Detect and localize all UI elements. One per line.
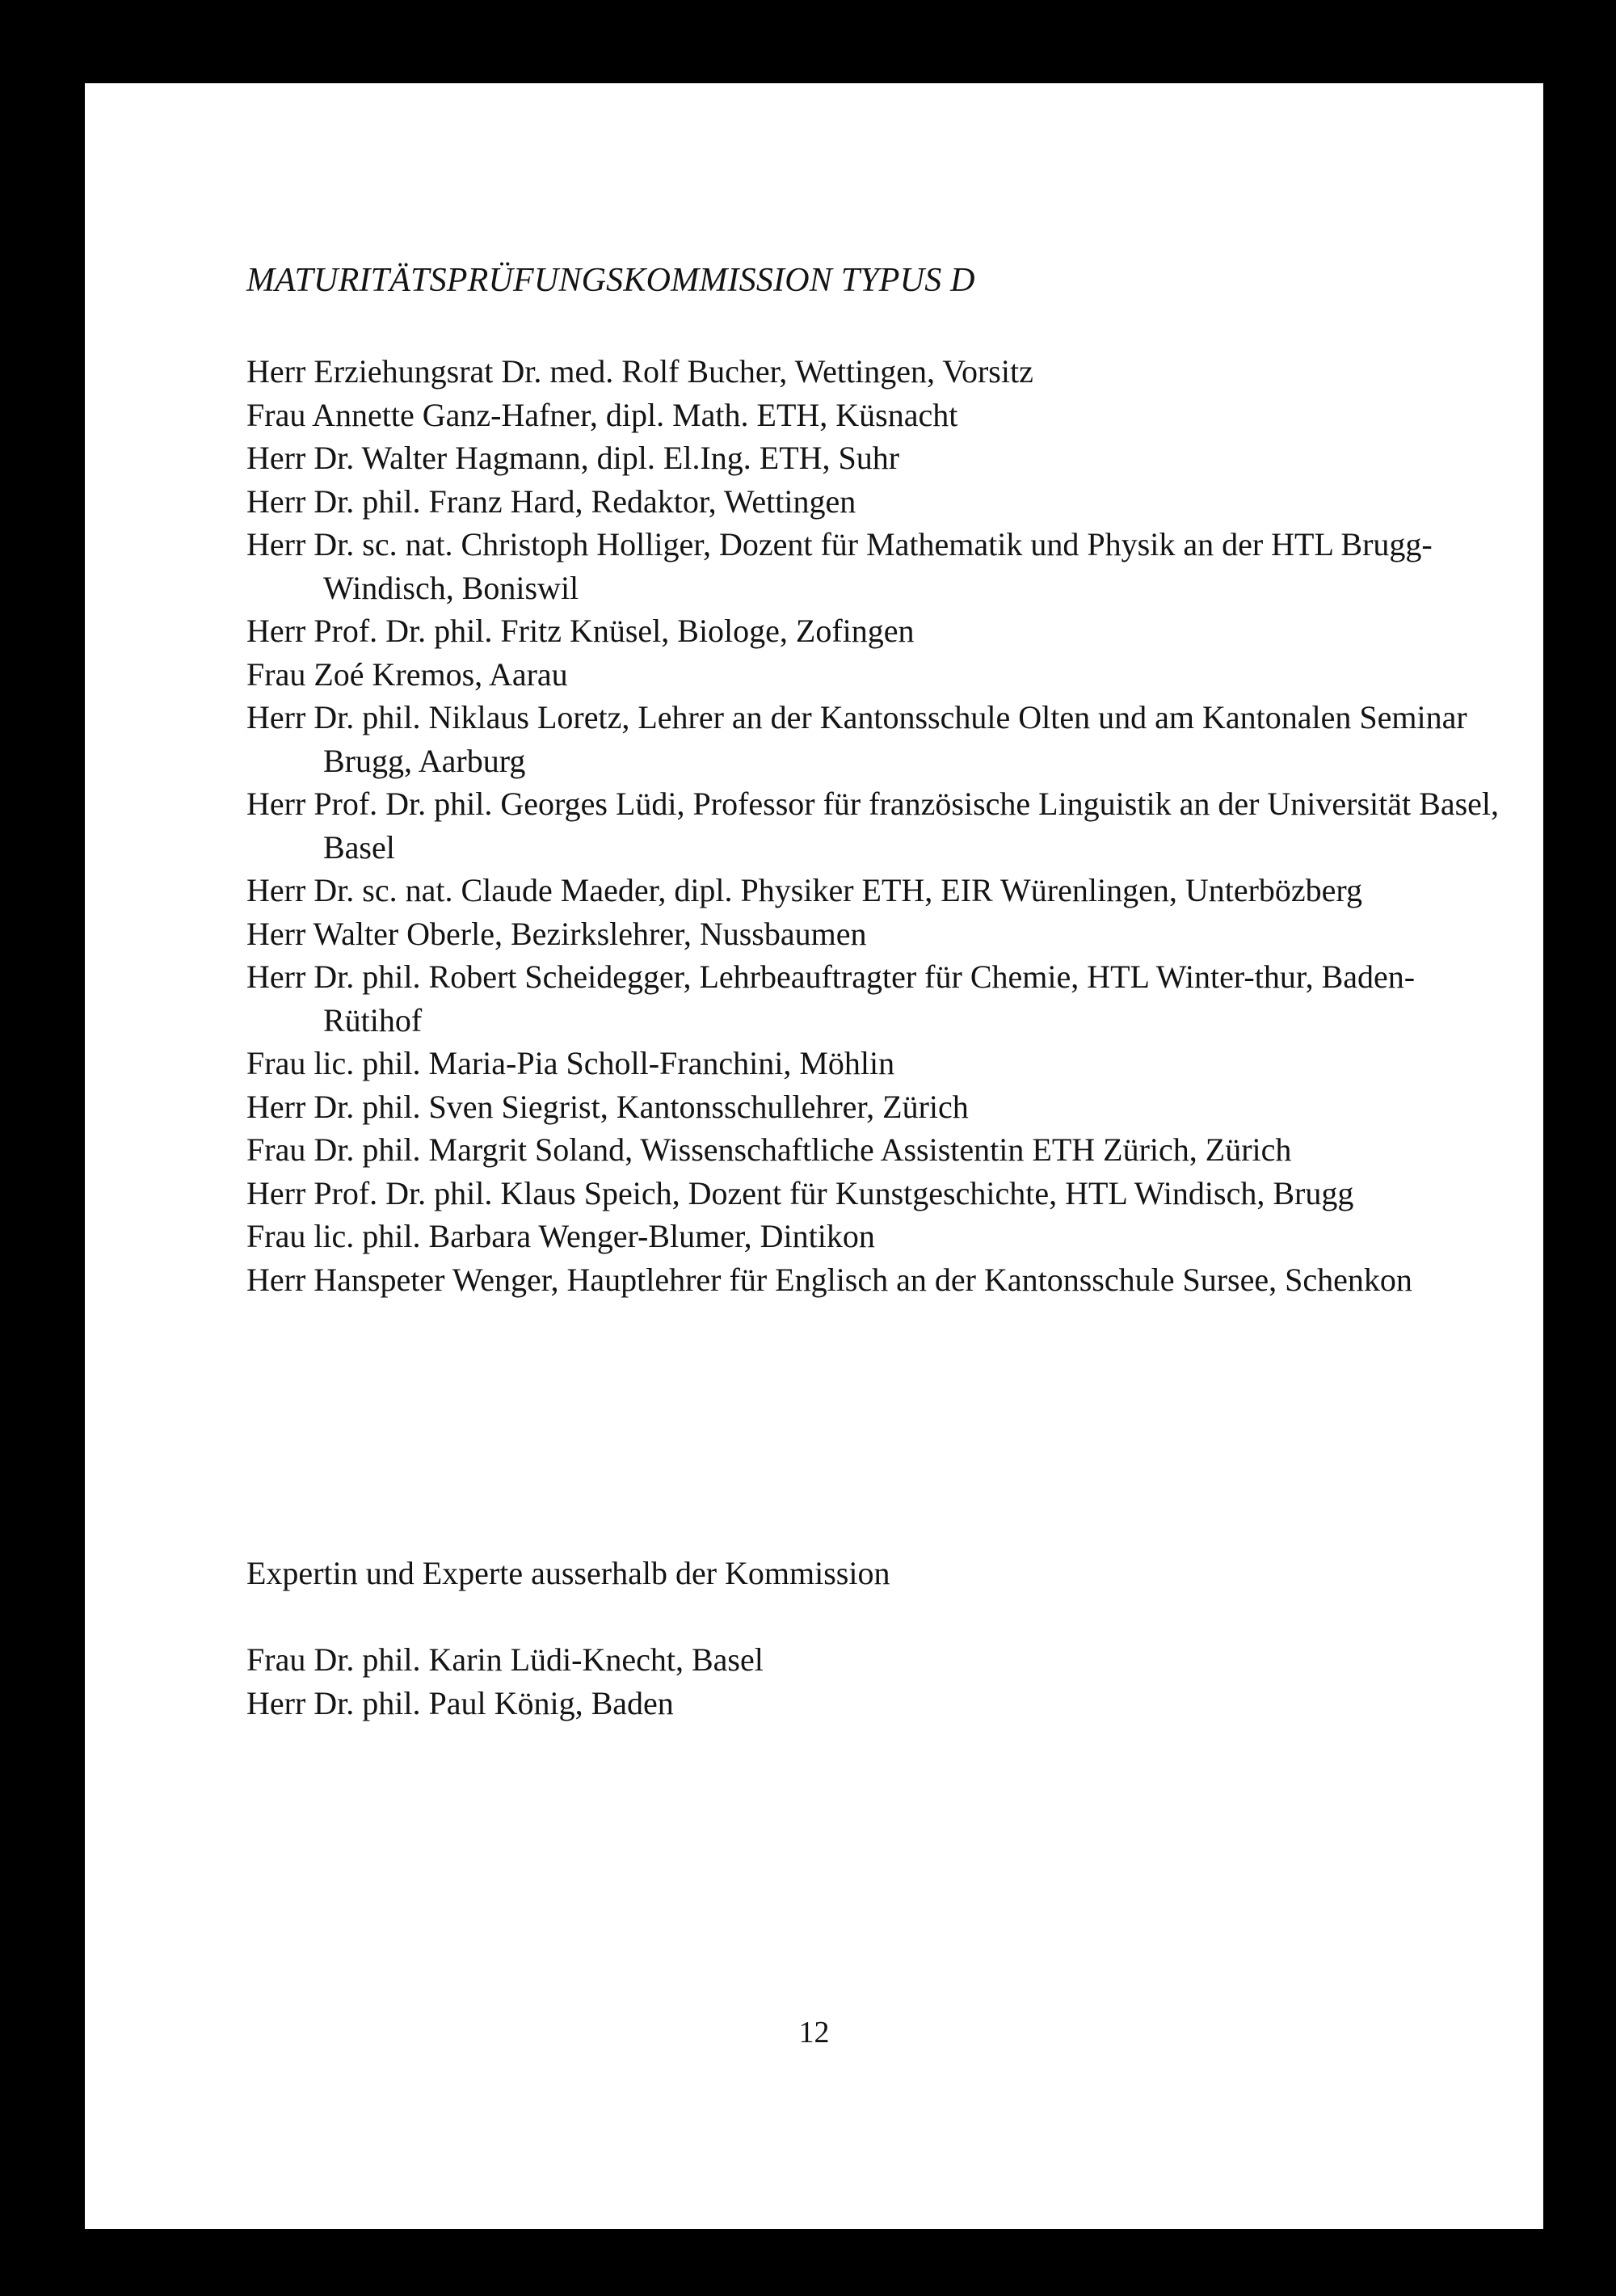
member-entry: Herr Dr. phil. Sven Siegrist, Kantonsschullehrer, Zürich: [246, 1088, 969, 1125]
member-entry: Herr Dr. Walter Hagmann, dipl. El.Ing. ETH, Suhr: [246, 440, 900, 476]
member-entry: Herr Dr. phil. Franz Hard, Redaktor, Wettingen: [246, 482, 856, 520]
member-entry: Frau Annette Ganz-Hafner, dipl. Math. ETH, Küsnacht: [246, 396, 958, 433]
member-entry: Herr Prof. Dr. phil. Georges Lüdi, Professor für französische Linguistik an der Universität Basel, Basel: [246, 786, 1500, 866]
member-entry: Herr Walter Oberle, Bezirkslehrer, Nussbaumen: [246, 915, 867, 952]
member-entry: Herr Dr. phil. Robert Scheidegger, Lehrbeauftragter für Chemie, HTL Winter-thur, Baden-Rütihof: [246, 958, 1416, 1038]
expert-entry: Frau Dr. phil. Karin Lüdi-Knecht, Basel: [246, 1641, 764, 1678]
member-entry: Herr Dr. phil. Niklaus Loretz, Lehrer an der Kantonsschule Olten und am Kantonalen Seminar Brugg, Aarburg: [246, 699, 1467, 779]
member-entry: Herr Dr. sc. nat. Claude Maeder, dipl. Physiker ETH, EIR Würenlingen, Unterbözberg: [246, 872, 1362, 908]
expert-list: [246, 1638, 764, 1725]
expert-entry: Herr Dr. phil. Paul König, Baden: [246, 1684, 674, 1721]
experts-heading: Expertin und Experte ausserhalb der Kommission: [246, 1555, 890, 1591]
page-number: 12: [798, 2016, 830, 2050]
member-entry: Frau lic. phil. Maria-Pia Scholl-Franchini, Möhlin: [246, 1045, 895, 1081]
member-entry: Herr Erziehungsrat Dr. med. Rolf Bucher, Wettingen, Vorsitz: [246, 353, 1033, 390]
commission-member-list: [246, 350, 1507, 1301]
member-entry: Herr Dr. sc. nat. Christoph Holliger, Dozent für Mathematik und Physik an der HTL Brugg-Windisch, Boniswil: [246, 526, 1433, 606]
section-heading: MATURITÄTSPRÜFUNGSKOMMISSION TYPUS D: [246, 262, 975, 299]
member-entry: Frau Dr. phil. Margrit Soland, Wissenschaftliche Assistentin ETH Zürich, Zürich: [246, 1131, 1292, 1168]
member-entry: Frau lic. phil. Barbara Wenger-Blumer, Dintikon: [246, 1218, 875, 1254]
member-entry: Herr Hanspeter Wenger, Hauptlehrer für Englisch an der Kantonsschule Sursee, Schenkon: [246, 1261, 1412, 1298]
member-entry: Herr Prof. Dr. phil. Klaus Speich, Dozent für Kunstgeschichte, HTL Windisch, Brugg: [246, 1174, 1354, 1211]
member-entry: Frau Zoé Kremos, Aarau: [246, 655, 568, 693]
document-page: [85, 83, 1543, 2229]
member-entry: Herr Prof. Dr. phil. Fritz Knüsel, Biologe, Zofingen: [246, 613, 915, 649]
